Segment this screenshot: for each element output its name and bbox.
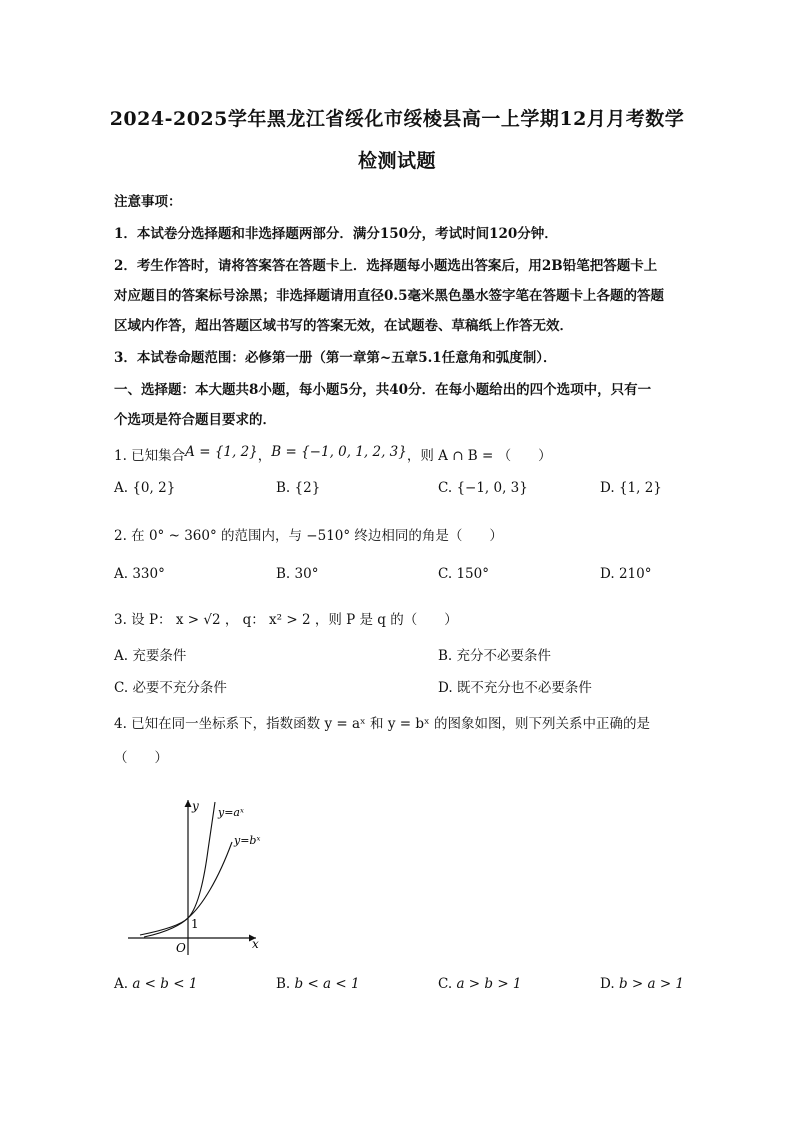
- option-label: C.: [438, 976, 453, 992]
- axis-label-y: y: [192, 799, 199, 813]
- notice-item-2-line2: 对应题目的答案标号涂黑；非选择题请用直径0.5毫米黑色墨水签字笔在答题卡上各题的答题: [114, 288, 664, 304]
- option-label: D.: [600, 480, 615, 496]
- question-1-prefix: 1. 已知集合: [114, 448, 186, 464]
- question-4-option-c[interactable]: [438, 976, 522, 992]
- question-2-option-c[interactable]: [438, 566, 489, 582]
- notice-heading: 注意事项：: [114, 194, 182, 210]
- option-text: a > b > 1: [456, 976, 522, 992]
- notice-item-2-line3: 区域内作答，超出答题区域书写的答案无效，在试题卷、草稿纸上作答无效．: [114, 318, 573, 334]
- exponential-graph: [120, 790, 280, 960]
- question-1-option-c[interactable]: [438, 480, 528, 496]
- option-label: A.: [114, 480, 129, 496]
- option-label: C.: [114, 680, 129, 696]
- intercept-label: 1: [191, 917, 199, 931]
- question-4-option-d[interactable]: [600, 976, 684, 992]
- question-1-option-d[interactable]: [600, 480, 662, 496]
- option-label: A.: [114, 566, 129, 582]
- option-text: b > a > 1: [618, 976, 685, 992]
- origin-label: O: [176, 941, 186, 955]
- question-3-option-d[interactable]: [438, 676, 592, 696]
- option-label: B.: [276, 480, 291, 496]
- option-text: 330°: [132, 566, 165, 582]
- option-text: 30°: [294, 566, 319, 582]
- option-text: b < a < 1: [294, 976, 360, 992]
- option-label: D.: [600, 976, 615, 992]
- page-title-line1: 2024-2025学年黑龙江省绥化市绥棱县高一上学期12月月考数学: [109, 108, 685, 130]
- option-label: D.: [438, 680, 453, 696]
- option-label: A.: [114, 976, 129, 992]
- question-1-stem: [114, 444, 684, 464]
- page-title-line2: 检测试题: [357, 150, 436, 172]
- option-text: 150°: [456, 566, 489, 582]
- question-3-option-c[interactable]: [114, 676, 227, 696]
- notice-item-1: 1．本试卷分选择题和非选择题两部分．满分150分，考试时间120分钟．: [114, 226, 558, 242]
- section-heading-line2: 个选项是符合题目要求的．: [114, 412, 276, 428]
- question-2-option-b[interactable]: [276, 566, 318, 582]
- question-2-stem: 2. 在 0° ~ 360° 的范围内，与 −510° 终边相同的角是（ ）: [114, 528, 503, 544]
- question-1-comma: ，: [257, 448, 272, 464]
- option-label: C.: [438, 480, 453, 496]
- option-text: 充分不必要条件: [456, 648, 552, 664]
- question-2-option-d[interactable]: [600, 566, 651, 582]
- option-label: A.: [114, 648, 129, 664]
- question-1-option-b[interactable]: [276, 480, 320, 496]
- option-label: D.: [600, 566, 615, 582]
- notice-item-3: 3．本试卷命题范围：必修第一册（第一章第~五章5.1任意角和弧度制）．: [114, 350, 557, 366]
- question-1-option-a[interactable]: [114, 480, 175, 496]
- question-3-option-a[interactable]: [114, 644, 186, 664]
- question-3-option-b[interactable]: [438, 644, 551, 664]
- notice-item-2-line1: 2．考生作答时，请将答案答在答题卡上．选择题每小题选出答案后，用2B铅笔把答题卡上: [114, 258, 658, 274]
- question-4-option-b[interactable]: [276, 976, 360, 992]
- curve-a-label: y=aˣ: [218, 806, 244, 819]
- option-text: 必要不充分条件: [132, 680, 227, 696]
- question-1-set-a: A = {1, 2}: [185, 444, 258, 460]
- option-text: 既不充分也不必要条件: [456, 680, 592, 696]
- question-1-set-b: B = {−1, 0, 1, 2, 3}: [271, 444, 407, 460]
- option-label: B.: [438, 648, 453, 664]
- question-4-stem: 4. 已知在同一坐标系下，指数函数 y = aˣ 和 y = bˣ 的图象如图，则下列关系中正确的是: [114, 716, 651, 732]
- option-text: {2}: [294, 480, 321, 496]
- question-3-stem: 3. 设 P： x > √2 ， q： x² > 2 ，则 P 是 q 的（ ）: [114, 612, 458, 628]
- option-label: C.: [438, 566, 453, 582]
- option-text: a < b < 1: [132, 976, 198, 992]
- section-heading-line1: 一、选择题：本大题共8小题，每小题5分，共40分．在每小题给出的四个选项中，只有一: [114, 382, 652, 398]
- option-text: 充要条件: [132, 648, 187, 664]
- question-1-suffix: ，则 A ∩ B = （ ）: [406, 448, 552, 464]
- option-text: {−1, 0, 3}: [456, 480, 528, 496]
- curve-b-label: y=bˣ: [234, 834, 261, 847]
- question-4-option-a[interactable]: [114, 976, 197, 992]
- curve-a: [140, 802, 215, 935]
- option-label: B.: [276, 976, 291, 992]
- option-text: {1, 2}: [618, 480, 662, 496]
- option-label: B.: [276, 566, 291, 582]
- question-4-answer-paren: （ ）: [114, 750, 168, 766]
- option-text: 210°: [618, 566, 652, 582]
- option-text: {0, 2}: [132, 480, 176, 496]
- axis-label-x: x: [252, 937, 259, 951]
- question-2-option-a[interactable]: [114, 566, 165, 582]
